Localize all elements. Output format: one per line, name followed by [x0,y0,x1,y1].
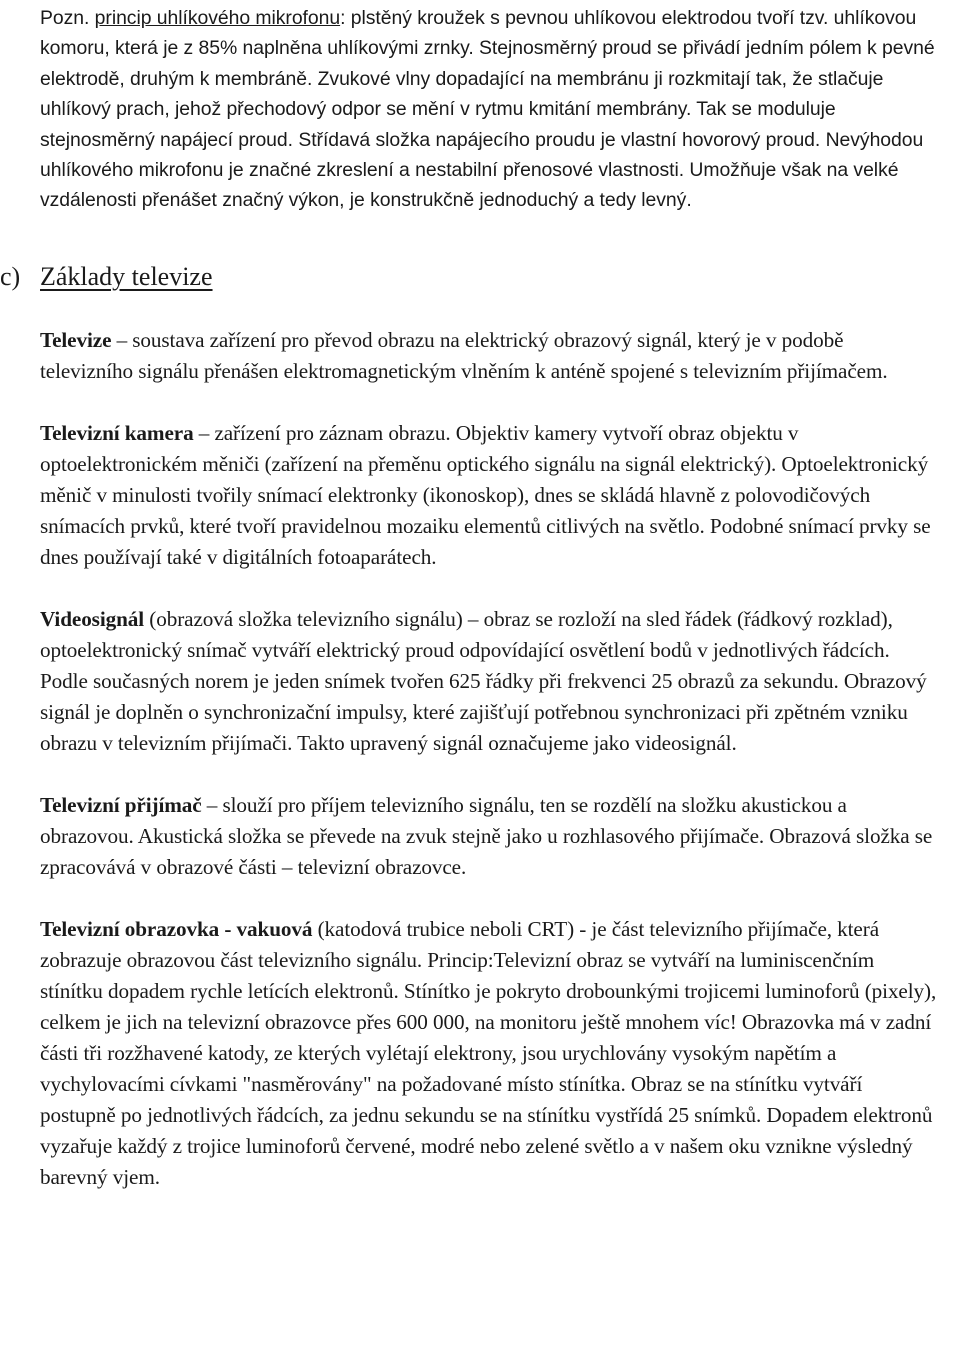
paragraph-text: – soustava zařízení pro převod obrazu na elektrický obrazový signál, který je v podobě televizního signálu přenášen elektromagnetickým vlněním k anténě spojené s televizním přijímačem. [40,327,888,383]
section-letter: c) [0,261,21,291]
paragraph-kamera [40,418,940,573]
term-kamera: Televizní kamera [40,420,194,445]
term-videosignal: Videosignál [40,606,145,631]
intro-prefix: Pozn. [40,7,95,29]
paragraph-text: (katodová trubice neboli CRT) - je část televizního přijímače, která zobrazuje obrazovou část televizního signálu. Princip:Televizní obraz se vytváří na luminiscenčním stínítku dopadem rychle letících elektronů. Stínítko je pokryto drobounkými trojicemi luminoforů (pixely), celkem je jich na televizní obrazovce přes 600 000, na monitoru ještě mnohem víc! Obrazovka má v zadní části tři rozžhavené katody, ze kterých vylétají elektrony, jsou urychlovány vysokým napětím a vychylovacími cívkami "nasměrovány" na požadované místo stínítka. Obraz se na stínítku vytváří postupně po jednotlivých řádcích, za jednu sekundu se na stínítku vystřídá 25 snímků. Dopadem elektronů vyzařuje každý z trojice luminoforů červené, modré nebo zelené světlo a v našem oku vznikne výsledný barevný vjem. [40,916,937,1189]
paragraph-text: – zařízení pro záznam obrazu. Objektiv kamery vytvoří obraz objektu v optoelektronickém měniči (zařízení na přeměnu optického signálu na signál elektrický). Optoelektronický měnič v minulosti tvořily snímací elektronky (ikonoskop), dnes se skládá hlavně z polovodičových snímacích prvků, které tvoří pravidelnou mozaiku elementů citlivých na světlo. Podobné snímací prvky se dnes používají také v digitálních fotoaparátech. [40,420,931,569]
paragraph-televize [40,325,940,387]
paragraph-obrazovka [40,914,940,1193]
term-prijimac: Televizní přijímač [40,792,202,817]
paragraph-prijimac [40,790,940,883]
intro-paragraph [40,3,940,216]
term-televize: Televize [40,327,112,352]
paragraph-videosignal [40,604,940,759]
intro-link[interactable]: princip uhlíkového mikrofonu [94,7,341,29]
section-title: Základy televize [40,261,213,291]
paragraph-text: (obrazová složka televizního signálu) – obraz se rozloží na sled řádek (řádkový rozklad), optoelektronický snímač vytváří elektrický proud odpovídající osvětlení bodů v jednotlivých řádcích. Podle současných norem je jeden snímek tvořen 625 řádky při frekvenci 25 obrazů za sekundu. Obrazový signál je doplněn o synchronizační impulsy, které zajišťují potřebnou synchronizaci při zpětném vzniku obrazu v televizním přijímači. Takto upravený signál označujeme jako videosignál. [40,606,927,755]
paragraph-text: – slouží pro příjem televizního signálu, ten se rozdělí na složku akustickou a obrazovou. Akustická složka se převede na zvuk stejně jako u rozhlasového přijímače. Obrazová složka se zpracovává v obrazové části – televizní obrazovce. [40,792,933,879]
intro-text: : plstěný kroužek s pevnou uhlíkovou elektrodou tvoří tzv. uhlíkovou komoru, která je z 85% naplněna uhlíkovými zrnky. Stejnosměrný proud se přivádí jedním pólem k pevné elektrodě, druhým k membráně. Zvukové vlny dopadající na membránu ji rozkmitají tak, že stlačuje uhlíkový prach, jehož přechodový odpor se mění v rytmu kmitání membrány. Tak se moduluje stejnosměrný napájecí proud. Střídavá složka napájecího proudu je vlastní hovorový proud. Nevýhodou uhlíkového mikrofonu je značné zkreslení a nestabilní přenosové vlastnosti. Umožňuje však na velké vzdálenosti přenášet značný výkon, je konstrukčně jednoduchý a tedy levný. [40,7,935,212]
term-obrazovka: Televizní obrazovka - vakuová [40,916,313,941]
section-heading [0,261,940,293]
